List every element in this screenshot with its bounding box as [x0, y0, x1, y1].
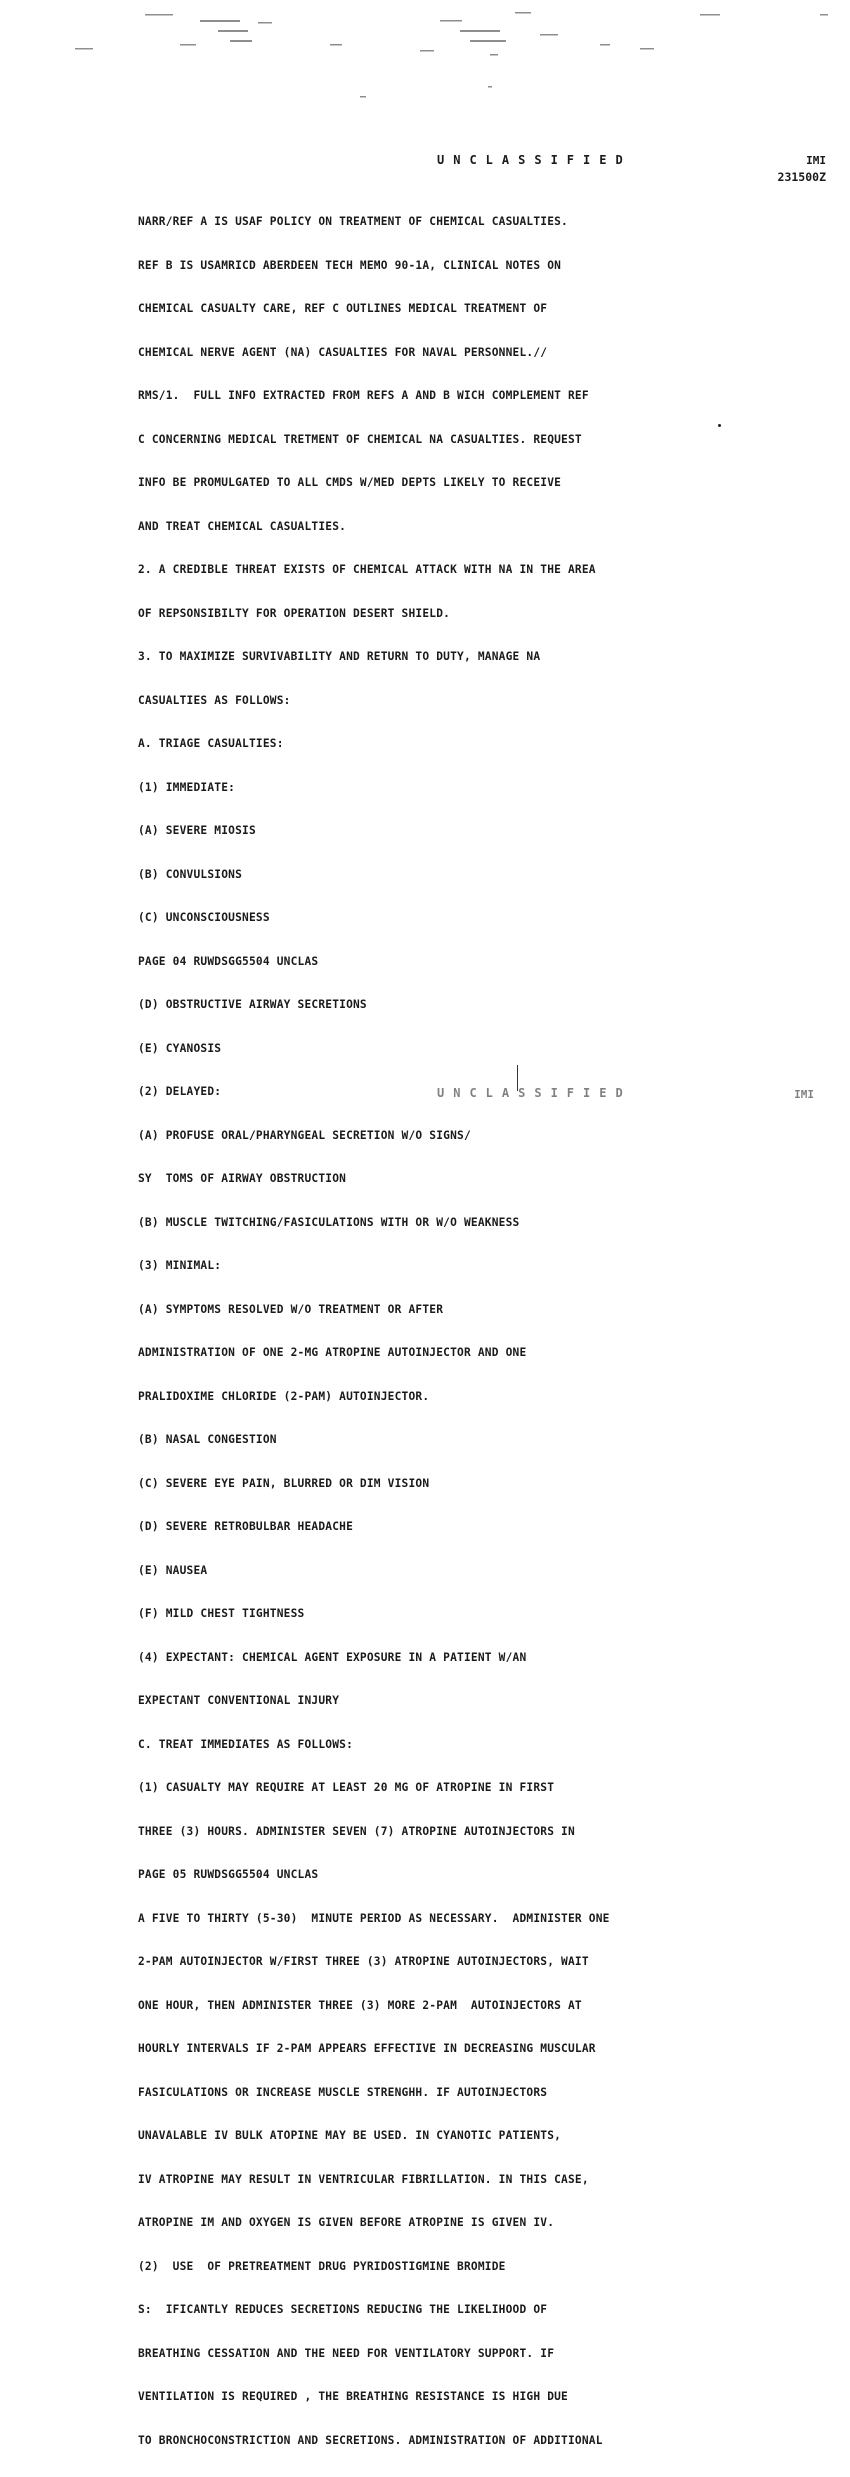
text-line: AND TREAT CHEMICAL CASUALTIES. [138, 519, 347, 533]
text-line: CHEMICAL CASUALTY CARE, REF C OUTLINES MEDICAL TREATMENT OF [138, 302, 548, 315]
text-line: VENTILATION IS REQUIRED , THE BREATHING RESISTANCE IS HIGH DUE [138, 2390, 568, 2403]
text-line: (E) NAUSEA [138, 1563, 208, 1577]
text-line: C. TREAT IMMEDIATES AS FOLLOWS: [138, 1737, 353, 1751]
text-line: NARR/REF A IS USAF POLICY ON TREATMENT OF CHEMICAL CASUALTIES. [138, 215, 568, 228]
text-line: (B) MUSCLE TWITCHING/FASICULATIONS WITH OR W/O WEAKNESS [138, 1215, 520, 1229]
text-line: (C) UNCONSCIOUSNESS [138, 911, 270, 924]
text-line: TO BRONCHOCONSTRICTION AND SECRETIONS. ADMINISTRATION OF ADDITIONAL [138, 2433, 603, 2447]
text-line: INFO BE PROMULGATED TO ALL CMDS W/MED DEPTS LIKELY TO RECEIVE [138, 476, 562, 489]
text-line: PAGE 04 RUWDSGG5504 UNCLAS [138, 954, 319, 968]
text-line: (1) IMMEDIATE: [138, 780, 236, 794]
text-line: CASUALTIES AS FOLLOWS: [138, 693, 291, 707]
text-line: (4) EXPECTANT: CHEMICAL AGENT EXPOSURE IN A PATIENT W/AN [138, 1650, 527, 1664]
scan-speck [718, 424, 721, 427]
header-tag: IMI [806, 154, 826, 167]
text-line: (F) MILD CHEST TIGHTNESS [138, 1607, 305, 1620]
text-line: (2) DELAYED: [138, 1085, 222, 1098]
text-line: 2-PAM AUTOINJECTOR W/FIRST THREE (3) ATROPINE AUTOINJECTORS, WAIT [138, 1955, 589, 1968]
text-line: RMS/1. FULL INFO EXTRACTED FROM REFS A AND B WICH COMPLEMENT REF [138, 389, 589, 402]
footer-tag: IMI [794, 1088, 814, 1101]
text-line: (3) MINIMAL: [138, 1259, 222, 1272]
text-line: (C) SEVERE EYE PAIN, BLURRED OR DIM VISION [138, 1476, 430, 1490]
text-line: UNAVALABLE IV BULK ATOPINE MAY BE USED. IN CYANOTIC PATIENTS, [138, 2129, 562, 2142]
text-line: (2) USE OF PRETREATMENT DRUG PYRIDOSTIGMINE BROMIDE [138, 2259, 506, 2273]
text-line: (A) PROFUSE ORAL/PHARYNGEAL SECRETION W/O SIGNS/ [138, 1128, 471, 1142]
text-line: ATROPINE IM AND OXYGEN IS GIVEN BEFORE ATROPINE IS GIVEN IV. [138, 2216, 555, 2229]
text-line: ONE HOUR, THEN ADMINISTER THREE (3) MORE 2-PAM AUTOINJECTORS AT [138, 1998, 582, 2012]
text-line: FASICULATIONS OR INCREASE MUSCLE STRENGHH. IF AUTOINJECTORS [138, 2085, 548, 2099]
text-line: EXPECTANT CONVENTIONAL INJURY [138, 1694, 340, 1707]
text-line: A. TRIAGE CASUALTIES: [138, 737, 284, 750]
text-line: BREATHING CESSATION AND THE NEED FOR VENTILATORY SUPPORT. IF [138, 2346, 555, 2360]
text-line: HOURLY INTERVALS IF 2-PAM APPEARS EFFECTIVE IN DECREASING MUSCULAR [138, 2042, 596, 2055]
text-line: ADMINISTRATION OF ONE 2-MG ATROPINE AUTOINJECTOR AND ONE [138, 1346, 527, 1359]
text-line: THREE (3) HOURS. ADMINISTER SEVEN (7) ATROPINE AUTOINJECTORS IN [138, 1824, 575, 1838]
date-time-group: 231500Z [777, 170, 826, 184]
text-line: 2. A CREDIBLE THREAT EXISTS OF CHEMICAL ATTACK WITH NA IN THE AREA [138, 563, 596, 576]
text-line: (D) OBSTRUCTIVE AIRWAY SECRETIONS [138, 998, 367, 1011]
classification-header: UNCLASSIFIED [437, 153, 632, 167]
message-body [138, 186, 838, 2477]
text-line: IV ATROPINE MAY RESULT IN VENTRICULAR FIBRILLATION. IN THIS CASE, [138, 2172, 589, 2186]
text-line: (B) NASAL CONGESTION [138, 1433, 277, 1446]
text-line: SY TOMS OF AIRWAY OBSTRUCTION [138, 1172, 347, 1185]
text-line: C CONCERNING MEDICAL TRETMENT OF CHEMICAL NA CASUALTIES. REQUEST [138, 432, 582, 446]
text-line: OF REPSONSIBILTY FOR OPERATION DESERT SHIELD. [138, 606, 451, 620]
text-line: (B) CONVULSIONS [138, 867, 243, 881]
text-line: (A) SEVERE MIOSIS [138, 824, 256, 837]
text-line: REF B IS USAMRICD ABERDEEN TECH MEMO 90-1A, CLINICAL NOTES ON [138, 258, 562, 272]
text-line: (1) CASUALTY MAY REQUIRE AT LEAST 20 MG OF ATROPINE IN FIRST [138, 1781, 555, 1794]
scan-noise [0, 0, 850, 110]
classification-footer: UNCLASSIFIED [437, 1086, 632, 1100]
text-line: (E) CYANOSIS [138, 1041, 222, 1055]
text-line: PRALIDOXIME CHLORIDE (2-PAM) AUTOINJECTOR. [138, 1389, 430, 1403]
text-line: S: IFICANTLY REDUCES SECRETIONS REDUCING THE LIKELIHOOD OF [138, 2303, 548, 2316]
text-line: (D) SEVERE RETROBULBAR HEADACHE [138, 1520, 353, 1533]
text-line: (A) SYMPTOMS RESOLVED W/O TREATMENT OR AFTER [138, 1302, 444, 1316]
text-line: CHEMICAL NERVE AGENT (NA) CASUALTIES FOR NAVAL PERSONNEL.// [138, 345, 548, 359]
text-line: A FIVE TO THIRTY (5-30) MINUTE PERIOD AS NECESSARY. ADMINISTER ONE [138, 1911, 610, 1925]
text-line: PAGE 05 RUWDSGG5504 UNCLAS [138, 1868, 319, 1881]
text-line: 3. TO MAXIMIZE SURVIVABILITY AND RETURN TO DUTY, MANAGE NA [138, 650, 541, 663]
